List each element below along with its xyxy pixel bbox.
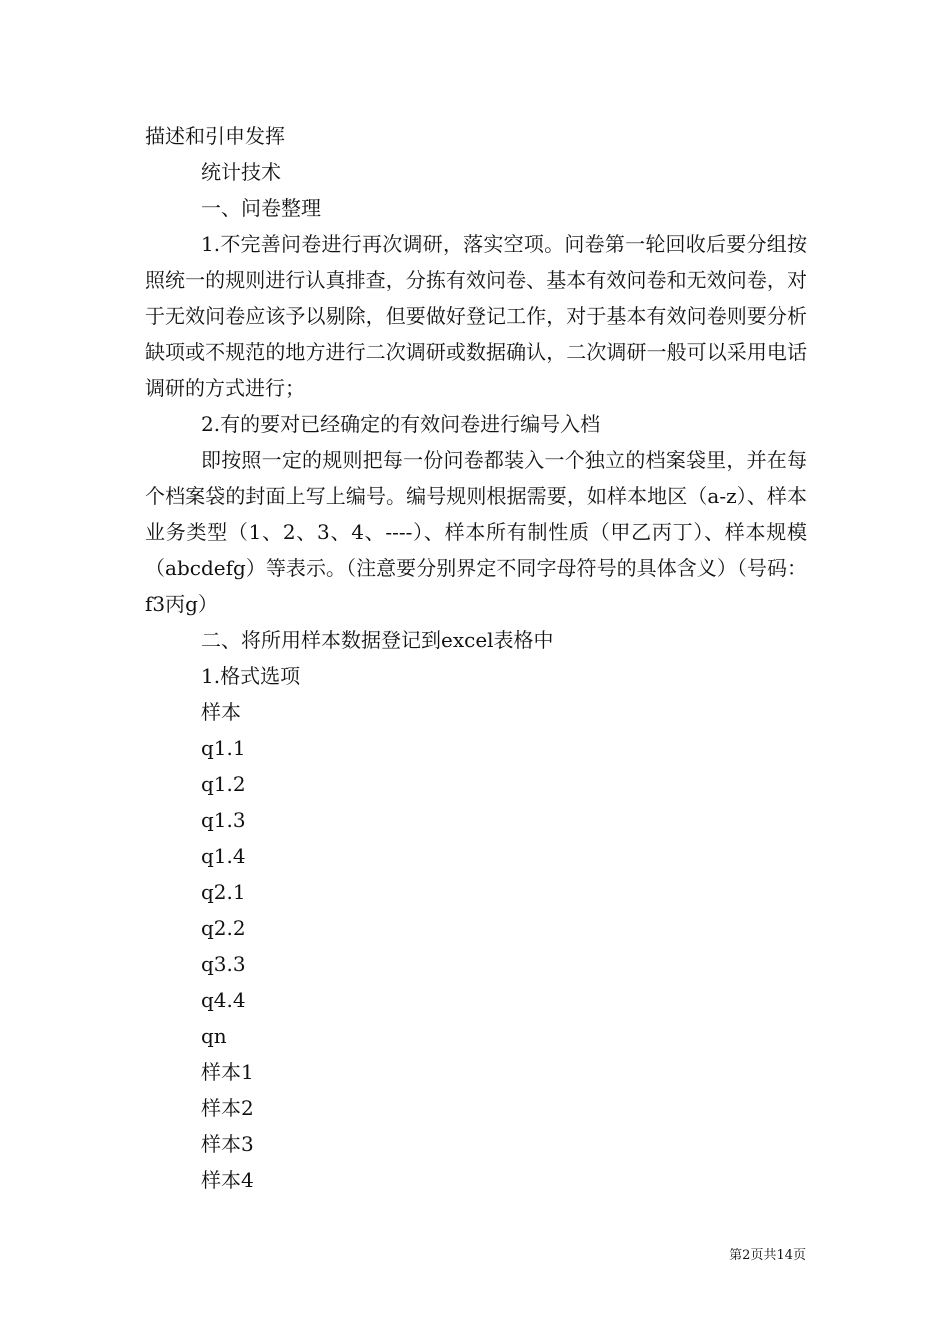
subheading-format: 1.格式选项 — [201, 664, 301, 688]
heading-excel: 二、将所用样本数据登记到excel表格中 — [201, 628, 554, 652]
list-item: 样本1 — [201, 1060, 254, 1084]
continuation-text: 描述和引申发挥 — [145, 124, 285, 148]
list-item: 样本 — [201, 700, 241, 724]
list-item: q4.4 — [201, 988, 246, 1012]
list-item: q2.2 — [201, 916, 246, 940]
list-item: q2.1 — [201, 880, 246, 904]
paragraph-numbering: 即按照一定的规则把每一份问卷都装入一个独立的档案袋里，并在每个档案袋的封面上写上编号。编号规则根据需要，如样本地区（a-z）、样本业务类型（1、2、3、4、----）、样本所有制性质（甲乙丙丁）、样本规模（abcdefg）等表示。（注意要分别界定不同字母符号的具体含义）（号码：f3丙g） — [145, 448, 807, 616]
list-item: q1.1 — [201, 736, 246, 760]
paragraph-item-2: 2.有的要对已经确定的有效问卷进行编号入档 — [201, 412, 601, 436]
list-item: q1.4 — [201, 844, 246, 868]
page-number: 第2页共14页 — [729, 1248, 806, 1263]
list-item: q3.3 — [201, 952, 246, 976]
heading-questionnaire: 一、问卷整理 — [201, 196, 321, 220]
document-body — [145, 118, 807, 1198]
list-item: 样本2 — [201, 1096, 254, 1120]
section-title: 统计技术 — [201, 160, 281, 184]
list-item: q1.2 — [201, 772, 246, 796]
list-item: 样本4 — [201, 1168, 254, 1192]
list-item: qn — [201, 1024, 227, 1048]
paragraph-item-1: 1.不完善问卷进行再次调研，落实空项。问卷第一轮回收后要分组按照统一的规则进行认真排查，分拣有效问卷、基本有效问卷和无效问卷，对于无效问卷应该予以剔除，但要做好登记工作，对于基本有效问卷则要分析缺项或不规范的地方进行二次调研或数据确认，二次调研一般可以采用电话调研的方式进行； — [145, 232, 807, 400]
list-item: q1.3 — [201, 808, 246, 832]
list-item: 样本3 — [201, 1132, 254, 1156]
